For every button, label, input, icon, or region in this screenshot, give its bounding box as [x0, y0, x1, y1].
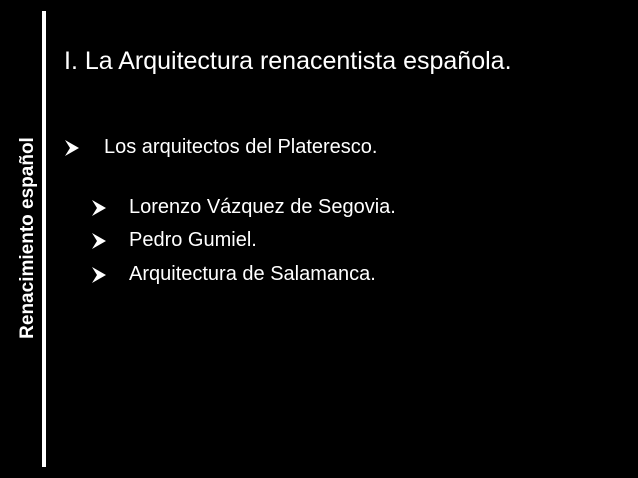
arrow-bullet-icon [64, 137, 80, 159]
sub-bullet-label: Arquitectura de Salamanca. [129, 263, 376, 285]
bullet-label: Los arquitectos del Plateresco. [104, 136, 378, 158]
slide-title: I. La Arquitectura renacentista española. [64, 47, 512, 75]
sub-bullet-item [91, 196, 396, 219]
sub-bullet-item [91, 263, 376, 286]
arrow-bullet-icon [91, 230, 107, 252]
side-section-title: Renacimiento español [17, 137, 38, 339]
arrow-bullet-icon [91, 264, 107, 286]
arrow-bullet-icon [91, 197, 107, 219]
bullet-item [64, 136, 378, 159]
vertical-divider [42, 11, 46, 467]
sub-bullet-label: Lorenzo Vázquez de Segovia. [129, 196, 396, 218]
sub-bullet-label: Pedro Gumiel. [129, 229, 257, 251]
sub-bullet-item [91, 229, 257, 252]
